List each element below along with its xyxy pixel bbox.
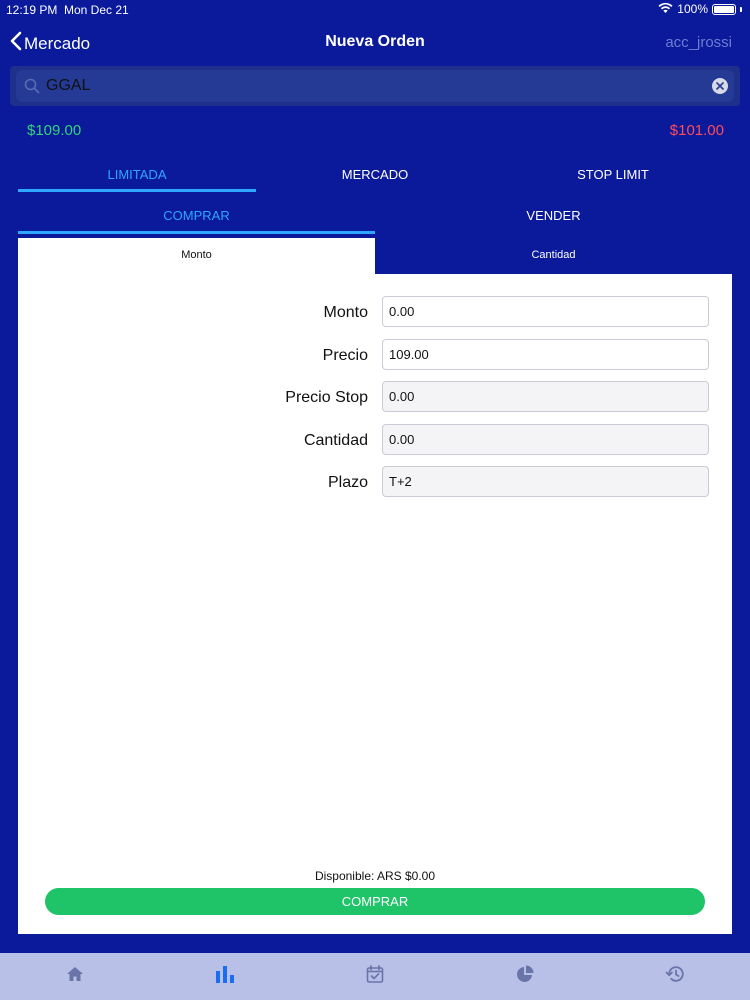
calendar-check-icon xyxy=(366,965,384,988)
form-row-precio-stop xyxy=(18,381,732,424)
order-form xyxy=(18,296,732,509)
nav-bar xyxy=(0,24,750,60)
battery-tip xyxy=(740,7,742,12)
order-panel xyxy=(18,238,732,934)
tab-limitada[interactable]: LIMITADA xyxy=(18,158,256,192)
precio-label: Precio xyxy=(322,346,368,364)
chart-bars-icon xyxy=(215,965,235,988)
status-bar xyxy=(0,0,750,20)
monto-field[interactable] xyxy=(382,296,709,327)
pie-chart-icon xyxy=(516,965,534,988)
status-time: 12:19 PM xyxy=(6,3,58,17)
cantidad-label: Cantidad xyxy=(303,431,368,449)
ask-price: $101.00 xyxy=(669,122,724,139)
search-bar xyxy=(10,66,740,106)
clear-icon[interactable] xyxy=(712,78,728,94)
battery-icon xyxy=(712,4,736,15)
monto-label: Monto xyxy=(323,304,368,321)
tab-stop-limit[interactable]: STOP LIMIT xyxy=(577,167,649,182)
tab-bar-home[interactable] xyxy=(0,953,150,1000)
precio-stop-field[interactable] xyxy=(382,381,709,412)
form-row-plazo xyxy=(18,466,732,509)
status-right xyxy=(658,2,742,16)
history-icon xyxy=(665,965,685,988)
page-title: Nueva Orden xyxy=(325,33,425,50)
back-label: Mercado xyxy=(24,33,91,53)
status-date: Mon Dec 21 xyxy=(64,3,129,17)
account-name[interactable]: acc_jrossi xyxy=(665,34,732,51)
tab-bar-market[interactable] xyxy=(150,953,300,1000)
form-row-precio xyxy=(18,339,732,382)
form-row-monto xyxy=(18,296,732,339)
available-balance: Disponible: ARS $0.00 xyxy=(314,869,436,883)
order-type-tabs xyxy=(18,158,732,192)
wifi-icon xyxy=(658,2,673,16)
tab-comprar[interactable]: COMPRAR xyxy=(18,200,375,234)
battery-percent: 100% xyxy=(677,2,708,16)
tab-monto[interactable]: Monto xyxy=(18,238,375,274)
submit-buy-button[interactable]: COMPRAR xyxy=(45,888,705,915)
bid-price: $109.00 xyxy=(27,122,82,139)
search-icon xyxy=(24,78,40,99)
home-icon xyxy=(66,966,84,987)
tab-bar-portfolio[interactable] xyxy=(450,953,600,1000)
side-tabs xyxy=(18,200,732,234)
tab-bar-history[interactable] xyxy=(600,953,750,1000)
plazo-label: Plazo xyxy=(327,474,368,491)
mode-tabs xyxy=(18,238,732,274)
tab-vender[interactable]: VENDER xyxy=(526,208,581,223)
tab-bar-orders[interactable] xyxy=(300,953,450,1000)
tab-mercado[interactable]: MERCADO xyxy=(341,167,409,182)
tab-cantidad[interactable]: Cantidad xyxy=(531,249,576,261)
precio-stop-label: Precio Stop xyxy=(285,389,368,406)
plazo-field[interactable] xyxy=(382,466,709,497)
precio-field[interactable] xyxy=(382,339,709,370)
cantidad-field[interactable] xyxy=(382,424,709,455)
search-input[interactable] xyxy=(46,70,706,102)
form-row-cantidad xyxy=(18,424,732,467)
bottom-tab-bar xyxy=(0,953,750,1000)
search-box xyxy=(16,70,734,102)
